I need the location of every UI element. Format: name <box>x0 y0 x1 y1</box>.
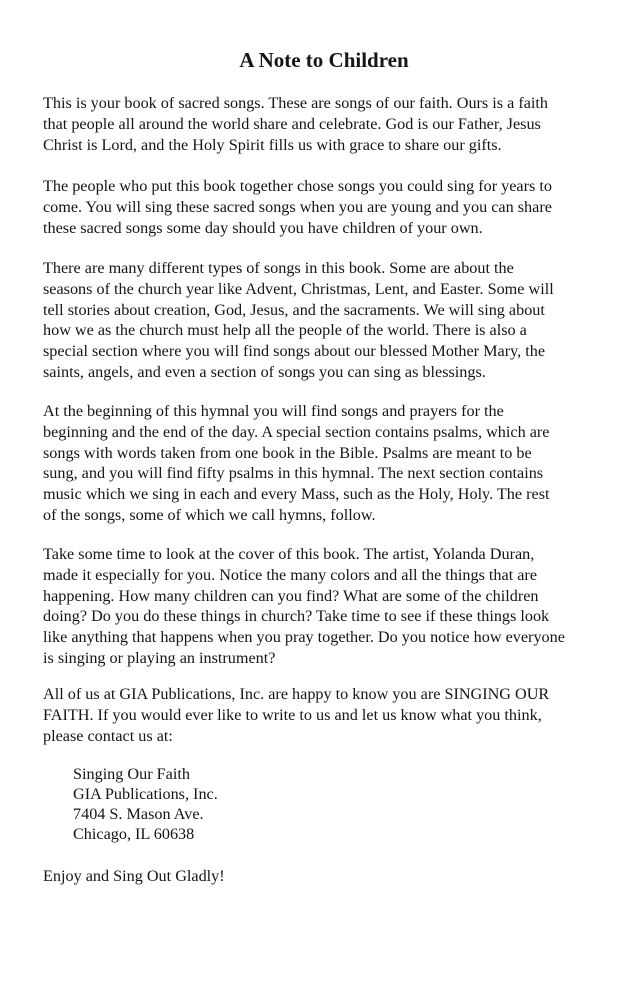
text-line: At the beginning of this hymnal you will find songs and prayers for the <box>43 402 504 420</box>
page-title: A Note to Children <box>239 48 409 72</box>
text-line: of the songs, some of which we call hymns, follow. <box>43 505 376 524</box>
text-line: songs with words taken from one book in the Bible. Psalms are meant to be <box>43 443 532 462</box>
mailing-address <box>73 764 218 844</box>
text-line: sung, and you will find fifty psalms in this hymnal. The next section contains <box>43 464 544 483</box>
text-line: Take some time to look at the cover of this book. The artist, Yolanda Duran, <box>43 545 535 563</box>
text-line: is singing or playing an instrument? <box>43 648 276 667</box>
address-line: GIA Publications, Inc. <box>73 785 218 803</box>
text-line: how we as the church must help all the people of the world. There is also a <box>43 321 527 340</box>
text-line: This is your book of sacred songs. These are songs of our faith. Ours is a faith <box>43 94 549 112</box>
text-line: tell stories about creation, God, Jesus, and the sacraments. We will sing about <box>43 300 545 319</box>
text-line: There are many different types of songs in this book. Some are about the <box>43 259 514 277</box>
text-line: please contact us at: <box>43 726 173 745</box>
text-line: music which we sing in each and every Mass, such as the Holy, Holy. The rest <box>43 485 550 504</box>
text-line: All of us at GIA Publications, Inc. are happy to know you are SINGING OUR <box>43 685 550 703</box>
text-line: that people all around the world share and celebrate. God is our Father, Jesus <box>43 114 541 133</box>
paragraph-song-types <box>43 258 554 383</box>
paragraph-book-purpose <box>43 176 552 238</box>
text-line: these sacred songs some day should you have children of your own. <box>43 218 483 237</box>
address-line: Chicago, IL 60638 <box>73 825 195 843</box>
closing-line: Enjoy and Sing Out Gladly! <box>43 867 225 885</box>
text-line: beginning and the end of the day. A special section contains psalms, which are <box>43 422 550 441</box>
text-line: seasons of the church year like Advent, Christmas, Lent, and Easter. Some will <box>43 279 554 298</box>
text-line: happening. How many children can you find? What are some of the children <box>43 586 539 605</box>
text-line: come. You will sing these sacred songs when you are young and you can share <box>43 197 552 216</box>
text-line: FAITH. If you would ever like to write to us and let us know what you think, <box>43 705 542 724</box>
address-line: Singing Our Faith <box>73 765 190 783</box>
text-line: Christ is Lord, and the Holy Spirit fills us with grace to share our gifts. <box>43 135 502 154</box>
address-line: 7404 S. Mason Ave. <box>73 805 204 823</box>
text-line: like anything that happens when you pray together. Do you notice how everyone <box>43 628 565 647</box>
paragraph-hymnal-sections <box>43 401 550 526</box>
paragraph-contact <box>43 684 549 746</box>
text-line: special section where you will find songs about our blessed Mother Mary, the <box>43 342 546 361</box>
text-line: saints, angels, and even a section of songs you can sing as blessings. <box>43 362 486 381</box>
text-line: made it especially for you. Notice the many colors and all the things that are <box>43 565 538 584</box>
paragraph-cover-art <box>43 544 565 669</box>
paragraph-intro <box>43 93 548 155</box>
text-line: doing? Do you do these things in church? Take time to see if these things look <box>43 607 550 626</box>
text-line: The people who put this book together chose songs you could sing for years to <box>43 177 552 195</box>
